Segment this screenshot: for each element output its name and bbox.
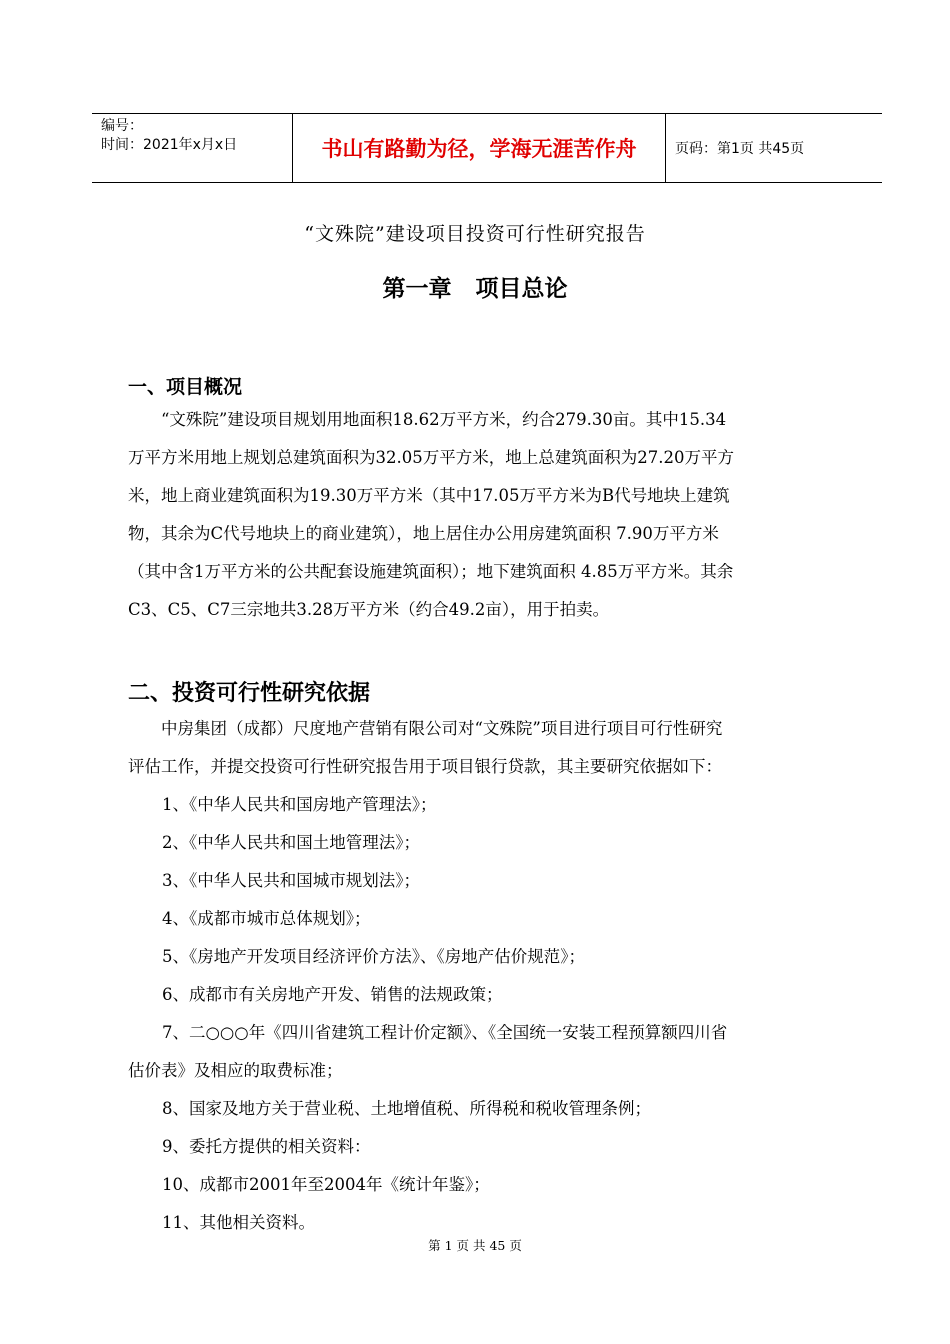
list-item: 1、《中华人民共和国房地产管理法》； [162,795,437,814]
page-footer: 第 1 页 共 45 页 [428,1238,522,1253]
list-item: 6、成都市有关房地产开发、销售的法规政策； [162,985,503,1004]
list-item: 4、《成都市城市总体规划》； [162,909,371,928]
section2-heading: 二、投资可行性研究依据 [128,681,371,706]
paragraph-line: 评估工作，并提交投资可行性研究报告用于项目银行贷款，其主要研究依据如下： [128,757,722,776]
list-item-continuation: 估价表》及相应的取费标准； [128,1061,343,1080]
header-motto-cell [293,114,666,182]
header-page-code-cell [666,114,882,182]
chapter-heading [0,270,950,303]
section2-intro [128,710,850,786]
motto-text: 书山有路勤为径，学海无涯苦作舟 [321,137,637,161]
paragraph-line: “文殊院”建设项目规划用地面积18.62万平方米，约合279.30亩。其中15.34 [128,410,727,429]
page-code: 页码：第1页 共45页 [675,141,805,157]
chapter-number: 第一章 [382,276,452,302]
list-item: 5、《房地产开发项目经济评价方法》、《房地产估价规范》； [162,947,585,966]
document-title: “文殊院”建设项目投资可行性研究报告 [304,223,646,245]
list-item: 7、二○○○年《四川省建筑工程计价定额》、《全国统一安装工程预算额四川省 [162,1023,728,1042]
list-item: 9、委托方提供的相关资料： [162,1137,371,1156]
list-item: 3、《中华人民共和国城市规划法》； [162,871,420,890]
header-left-cell [92,114,293,182]
paragraph-line: （其中含1万平方米的公共配套设施建筑面积）；地下建筑面积 4.85万平方米。其余 [128,562,734,581]
paragraph-line: 物，其余为C代号地块上的商业建筑），地上居住办公用房建筑面积 7.90万平方米 [128,524,719,543]
paragraph-line: 米，地上商业建筑面积为19.30万平方米（其中17.05万平方米为B代号地块上建筑 [128,486,730,505]
header-table [92,113,882,183]
basis-list [128,786,850,1242]
list-item: 2、《中华人民共和国土地管理法》； [162,833,420,852]
paragraph-line: 中房集团（成都）尺度地产营销有限公司对“文殊院”项目进行项目可行性研究 [128,719,723,738]
section1-paragraph [128,401,850,629]
paragraph-line: C3、C5、C7三宗地共3.28万平方米（约合49.2亩），用于拍卖。 [128,600,610,619]
section1-heading: 一、项目概况 [128,376,243,398]
paragraph-line: 万平方米用地上规划总建筑面积为32.05万平方米，地上总建筑面积为27.20万平方 [128,448,734,467]
time-label: 时间：2021年x月x日 [101,137,238,153]
list-item: 10、成都市2001年至2004年《统计年鉴》； [162,1175,490,1194]
chapter-name: 项目总论 [475,276,568,302]
number-label: 编号： [101,118,143,134]
list-item: 11、其他相关资料。 [162,1213,315,1232]
list-item: 8、国家及地方关于营业税、土地增值税、所得税和税收管理条例； [162,1099,651,1118]
